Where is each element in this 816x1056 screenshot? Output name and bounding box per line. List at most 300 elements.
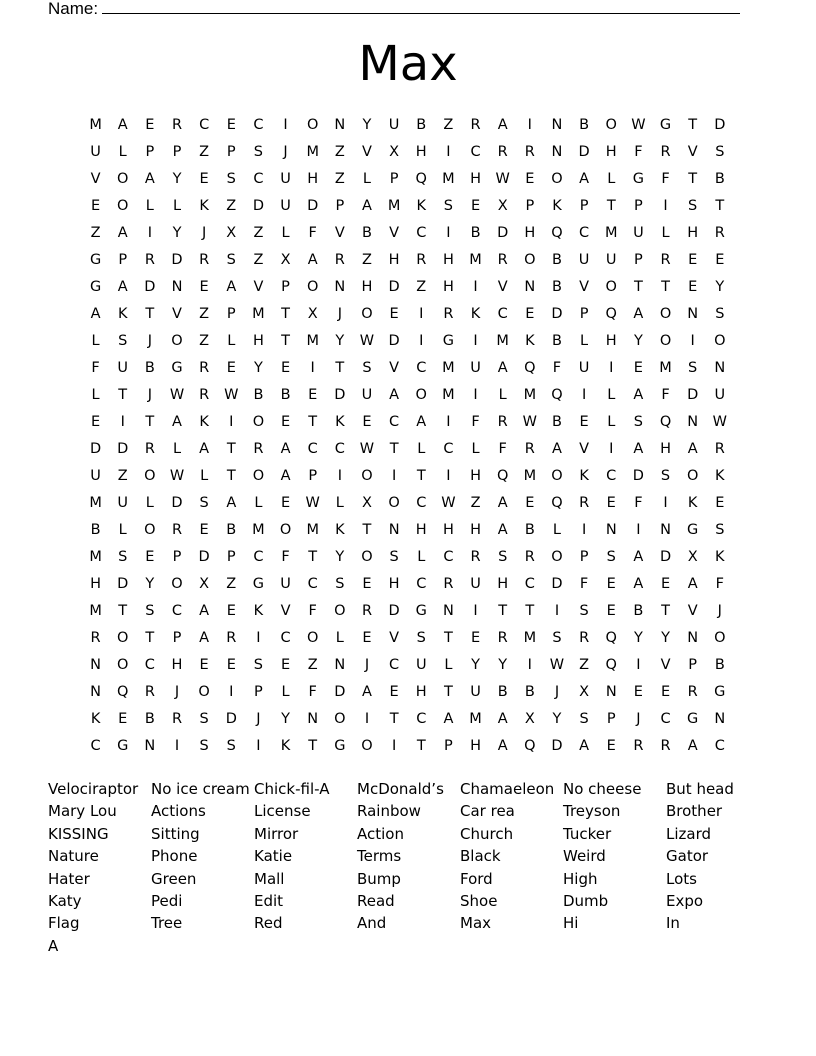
grid-letter: B	[633, 603, 644, 619]
grid-letter: U	[361, 387, 373, 403]
grid-letter: J	[554, 684, 560, 700]
grid-letter: V	[253, 279, 264, 295]
grid-letter: I	[663, 198, 668, 214]
word-list-item: High	[563, 869, 598, 888]
grid-letter: I	[256, 738, 261, 754]
grid-letter: H	[442, 252, 454, 268]
grid-letter: G	[171, 360, 183, 376]
grid-letter: T	[281, 333, 290, 349]
grid-letter: G	[687, 522, 699, 538]
word-list-item: Chick-fil-A	[254, 780, 330, 798]
grid-letter: C	[307, 441, 318, 457]
grid-letter: O	[117, 630, 129, 646]
grid-row	[82, 708, 733, 735]
grid-letter: A	[579, 738, 590, 754]
grid-letter: M	[89, 549, 102, 565]
grid-letter: O	[306, 117, 319, 133]
grid-letter: I	[446, 468, 451, 484]
word-list-item: McDonald’s	[357, 780, 444, 798]
grid-letter: W	[359, 333, 375, 349]
grid-letter: B	[90, 522, 101, 538]
grid-letter: S	[688, 198, 698, 214]
grid-letter: G	[714, 684, 726, 700]
grid-letter: T	[118, 387, 128, 403]
grid-letter: C	[307, 576, 318, 592]
grid-letter: K	[335, 522, 345, 538]
grid-letter: U	[280, 576, 291, 592]
grid-letter: X	[307, 306, 318, 322]
grid-letter: I	[636, 657, 641, 673]
grid-letter: S	[226, 738, 236, 754]
grid-letter: R	[171, 117, 183, 133]
grid-letter: T	[308, 738, 318, 754]
grid-letter: C	[606, 468, 617, 484]
grid-letter: F	[498, 441, 507, 457]
grid-letter: E	[280, 657, 291, 673]
grid-letter: G	[117, 738, 129, 754]
grid-letter: E	[280, 360, 291, 376]
grid-letter: J	[636, 711, 641, 727]
grid-row	[82, 519, 733, 546]
grid-letter: I	[446, 144, 451, 160]
grid-letter: N	[714, 360, 726, 376]
word-list-item: License	[254, 802, 311, 821]
grid-letter: N	[524, 279, 536, 295]
grid-row	[82, 276, 733, 303]
grid-letter: Q	[551, 495, 563, 511]
grid-letter: A	[633, 576, 644, 592]
grid-letter: R	[714, 225, 725, 241]
grid-letter: E	[470, 198, 481, 214]
grid-letter: G	[659, 117, 672, 133]
grid-letter: P	[172, 144, 182, 160]
grid-letter: C	[443, 441, 454, 457]
grid-letter: Z	[416, 279, 427, 295]
grid-letter: B	[551, 333, 562, 349]
grid-letter: V	[280, 603, 291, 619]
grid-letter: U	[714, 387, 726, 403]
grid-letter: B	[524, 684, 535, 700]
grid-letter: A	[633, 549, 644, 565]
grid-letter: A	[633, 441, 644, 457]
grid-letter: I	[147, 225, 152, 241]
grid-letter: G	[415, 603, 427, 619]
grid-letter: D	[388, 279, 400, 295]
grid-letter: Y	[633, 630, 643, 646]
grid-letter: S	[226, 171, 236, 187]
grid-letter: I	[391, 468, 397, 484]
grid-letter: Y	[498, 657, 508, 673]
grid-letter: T	[281, 306, 290, 322]
grid-letter: I	[310, 360, 315, 376]
grid-letter: Z	[226, 576, 237, 592]
grid-letter: R	[470, 117, 481, 133]
grid-letter: I	[527, 117, 532, 133]
word-list-item: Chamaeleon	[460, 780, 555, 798]
grid-letter: H	[442, 279, 454, 295]
grid-letter: Z	[253, 252, 264, 268]
grid-letter: P	[335, 198, 345, 214]
word-list-item: Phone	[151, 847, 198, 866]
grid-letter: O	[361, 549, 373, 565]
grid-letter: T	[145, 414, 155, 430]
grid-letter: H	[605, 333, 617, 349]
grid-letter: C	[443, 549, 454, 565]
grid-letter: P	[688, 657, 698, 673]
grid-letter: R	[470, 549, 481, 565]
grid-letter: P	[389, 171, 399, 187]
grid-letter: P	[579, 198, 589, 214]
grid-letter: E	[308, 387, 318, 403]
grid-letter: N	[605, 684, 617, 700]
grid-letter: L	[91, 387, 100, 403]
grid-letter: D	[551, 576, 563, 592]
grid-letter: E	[606, 495, 616, 511]
grid-letter: C	[90, 738, 101, 754]
grid-letter: Y	[633, 333, 643, 349]
grid-letter: H	[470, 171, 481, 187]
grid-letter: G	[89, 252, 102, 268]
grid-letter: U	[578, 252, 590, 268]
grid-letter: E	[362, 414, 372, 430]
grid-letter: S	[633, 414, 643, 430]
grid-letter: R	[253, 441, 264, 457]
grid-letter: K	[552, 198, 562, 214]
grid-letter: F	[308, 225, 317, 241]
grid-letter: P	[579, 306, 589, 322]
grid-letter: A	[117, 225, 128, 241]
grid-letter: I	[256, 630, 261, 646]
grid-letter: T	[661, 603, 670, 619]
grid-letter: C	[497, 306, 508, 322]
grid-letter: U	[90, 144, 101, 160]
word-list-item: Max	[460, 914, 492, 933]
grid-letter: E	[633, 684, 643, 700]
grid-letter: R	[226, 630, 237, 646]
grid-letter: D	[334, 684, 346, 700]
grid-letter: K	[470, 306, 481, 322]
grid-letter: S	[253, 144, 264, 160]
grid-letter: W	[224, 387, 239, 403]
grid-letter: I	[419, 333, 424, 349]
word-list-item: Edit	[254, 891, 284, 910]
grid-letter: U	[470, 576, 481, 592]
grid-letter: H	[361, 279, 373, 295]
grid-letter: D	[117, 576, 129, 592]
grid-letter: I	[609, 441, 614, 457]
grid-row	[82, 438, 733, 465]
grid-letter: A	[633, 387, 644, 403]
grid-letter: P	[145, 144, 155, 160]
grid-letter: E	[688, 252, 698, 268]
grid-letter: O	[524, 252, 536, 268]
grid-letter: N	[388, 522, 400, 538]
grid-letter: T	[389, 441, 399, 457]
word-list-row	[48, 823, 808, 845]
grid-letter: L	[254, 495, 263, 511]
grid-letter: I	[663, 495, 668, 511]
grid-letter: L	[172, 441, 182, 457]
grid-letter: A	[687, 576, 698, 592]
grid-letter: P	[281, 279, 290, 295]
grid-letter: R	[144, 441, 155, 457]
grid-letter: J	[717, 603, 722, 619]
grid-letter: Y	[172, 171, 182, 187]
word-list-item: Ford	[460, 869, 493, 888]
grid-letter: L	[281, 225, 290, 241]
grid-letter: L	[172, 198, 182, 214]
grid-letter: S	[118, 549, 128, 565]
grid-letter: Y	[253, 360, 263, 376]
word-search-grid	[82, 114, 733, 762]
word-list-item: Terms	[357, 847, 402, 866]
grid-letter: I	[419, 306, 424, 322]
grid-letter: J	[147, 387, 152, 403]
grid-letter: L	[580, 333, 589, 349]
grid-letter: N	[551, 144, 563, 160]
grid-letter: T	[362, 522, 372, 538]
grid-letter: M	[442, 387, 455, 403]
grid-letter: O	[659, 306, 672, 322]
grid-letter: A	[633, 306, 644, 322]
grid-letter: U	[117, 360, 129, 376]
grid-letter: A	[307, 252, 318, 268]
grid-letter: C	[253, 117, 264, 133]
grid-letter: S	[579, 603, 589, 619]
grid-letter: X	[497, 198, 508, 214]
word-list-item: Mirror	[254, 824, 299, 843]
grid-letter: A	[579, 171, 590, 187]
grid-letter: U	[470, 684, 481, 700]
grid-letter: Z	[117, 468, 128, 484]
grid-letter: E	[688, 279, 698, 295]
grid-letter: E	[606, 576, 616, 592]
grid-letter: R	[524, 441, 535, 457]
grid-letter: S	[443, 198, 453, 214]
grid-row	[82, 249, 733, 276]
grid-letter: E	[199, 522, 209, 538]
grid-row	[82, 627, 733, 654]
grid-letter: O	[334, 603, 346, 619]
grid-letter: A	[362, 198, 372, 214]
grid-letter: F	[308, 603, 317, 619]
grid-letter: B	[714, 171, 725, 187]
grid-row	[82, 492, 733, 519]
grid-letter: Q	[605, 306, 617, 322]
grid-letter: G	[632, 171, 644, 187]
grid-letter: O	[252, 468, 265, 484]
grid-letter: J	[174, 684, 180, 700]
grid-letter: I	[391, 738, 397, 754]
grid-letter: S	[660, 468, 671, 484]
grid-row	[82, 600, 733, 627]
grid-letter: H	[415, 684, 427, 700]
grid-letter: I	[554, 603, 560, 619]
grid-letter: V	[579, 441, 590, 457]
grid-letter: T	[688, 117, 698, 133]
grid-letter: S	[199, 711, 209, 727]
grid-letter: U	[415, 657, 427, 673]
grid-letter: K	[280, 738, 291, 754]
word-list-item: And	[357, 914, 387, 933]
grid-letter: J	[364, 657, 370, 673]
grid-letter: Q	[117, 684, 129, 700]
grid-letter: O	[171, 576, 183, 592]
grid-letter: R	[144, 684, 155, 700]
grid-letter: U	[280, 171, 291, 187]
grid-letter: M	[469, 711, 482, 727]
grid-letter: E	[715, 495, 725, 511]
grid-letter: A	[416, 414, 427, 430]
grid-letter: B	[226, 522, 237, 538]
grid-letter: P	[634, 252, 643, 268]
word-list-item: Mall	[254, 869, 285, 888]
grid-letter: J	[201, 225, 207, 241]
grid-letter: D	[551, 306, 563, 322]
grid-letter: S	[389, 549, 399, 565]
grid-letter: H	[252, 333, 264, 349]
word-list-item: Car rea	[460, 802, 515, 821]
grid-letter: Z	[579, 657, 590, 673]
grid-letter: A	[497, 711, 508, 727]
word-list-item: Read	[357, 891, 395, 910]
grid-letter: B	[280, 387, 291, 403]
grid-letter: C	[579, 225, 590, 241]
word-list-item: Hi	[563, 914, 579, 933]
word-list-item: Lizard	[666, 824, 712, 843]
grid-letter: O	[605, 117, 617, 133]
grid-letter: I	[690, 333, 695, 349]
grid-letter: L	[335, 630, 344, 646]
grid-letter: T	[335, 360, 345, 376]
grid-letter: W	[359, 441, 375, 457]
grid-letter: M	[387, 198, 401, 214]
word-list-item: Katy	[48, 891, 82, 910]
grid-letter: G	[687, 711, 699, 727]
grid-letter: H	[388, 576, 400, 592]
grid-letter: I	[473, 603, 478, 619]
grid-letter: B	[551, 252, 562, 268]
grid-letter: U	[470, 360, 481, 376]
name-underline	[102, 0, 740, 14]
grid-letter: D	[659, 549, 672, 565]
grid-letter: L	[118, 144, 127, 160]
grid-letter: E	[145, 549, 155, 565]
grid-letter: Z	[90, 225, 101, 241]
grid-letter: N	[687, 306, 699, 322]
grid-letter: E	[389, 306, 399, 322]
grid-letter: M	[442, 171, 455, 187]
grid-letter: O	[306, 630, 319, 646]
word-list-item: Shoe	[460, 891, 498, 910]
grid-letter: V	[172, 306, 182, 322]
grid-letter: S	[199, 738, 209, 754]
grid-letter: N	[144, 738, 156, 754]
grid-letter: D	[307, 198, 319, 214]
grid-letter: F	[634, 144, 643, 160]
grid-letter: W	[495, 171, 510, 187]
word-list-item: Mary Lou	[48, 802, 117, 821]
grid-letter: U	[578, 360, 590, 376]
grid-letter: V	[389, 630, 400, 646]
grid-letter: M	[496, 333, 509, 349]
grid-letter: L	[607, 414, 616, 430]
grid-letter: Z	[470, 495, 481, 511]
grid-letter: O	[714, 333, 726, 349]
grid-letter: F	[308, 684, 317, 700]
grid-letter: K	[715, 549, 725, 565]
grid-letter: C	[416, 360, 427, 376]
grid-letter: S	[145, 603, 155, 619]
word-list-row	[48, 845, 808, 867]
grid-letter: S	[498, 549, 508, 565]
grid-letter: F	[661, 387, 670, 403]
grid-letter: P	[226, 549, 236, 565]
word-list-row	[48, 890, 808, 912]
grid-letter: Z	[443, 117, 454, 133]
grid-row	[82, 141, 733, 168]
grid-letter: I	[473, 387, 478, 403]
grid-letter: O	[605, 279, 617, 295]
grid-letter: B	[579, 117, 590, 133]
grid-letter: R	[443, 306, 454, 322]
grid-letter: N	[334, 117, 346, 133]
grid-letter: P	[118, 252, 128, 268]
grid-letter: F	[579, 576, 589, 592]
grid-letter: A	[280, 468, 291, 484]
grid-letter: E	[525, 495, 535, 511]
grid-letter: H	[171, 657, 183, 673]
grid-letter: X	[687, 549, 698, 565]
grid-row	[82, 330, 733, 357]
grid-letter: R	[199, 252, 210, 268]
grid-letter: Y	[362, 117, 372, 133]
grid-letter: A	[497, 522, 508, 538]
grid-letter: M	[89, 117, 102, 133]
grid-letter: A	[552, 441, 562, 457]
grid-letter: O	[279, 522, 292, 538]
grid-letter: E	[606, 603, 616, 619]
grid-letter: M	[252, 522, 265, 538]
grid-letter: S	[606, 549, 616, 565]
grid-letter: W	[169, 387, 185, 403]
grid-letter: L	[91, 333, 100, 349]
grid-letter: L	[281, 684, 290, 700]
grid-letter: W	[549, 657, 565, 673]
grid-letter: I	[364, 711, 370, 727]
grid-letter: V	[90, 171, 101, 187]
grid-letter: K	[199, 198, 209, 214]
grid-letter: H	[470, 738, 481, 754]
grid-letter: L	[498, 387, 507, 403]
grid-letter: A	[117, 117, 128, 133]
grid-letter: R	[199, 387, 210, 403]
grid-letter: M	[659, 360, 672, 376]
grid-letter: W	[305, 495, 320, 511]
grid-letter: R	[443, 576, 454, 592]
grid-letter: Z	[334, 144, 345, 160]
grid-letter: M	[469, 252, 482, 268]
grid-letter: O	[252, 414, 265, 430]
grid-letter: E	[470, 630, 481, 646]
grid-letter: L	[335, 495, 344, 511]
grid-letter: L	[552, 522, 561, 538]
grid-letter: P	[172, 549, 182, 565]
grid-letter: O	[551, 549, 563, 565]
grid-letter: K	[525, 333, 535, 349]
grid-letter: O	[334, 711, 346, 727]
word-list-item: Bump	[357, 869, 401, 888]
